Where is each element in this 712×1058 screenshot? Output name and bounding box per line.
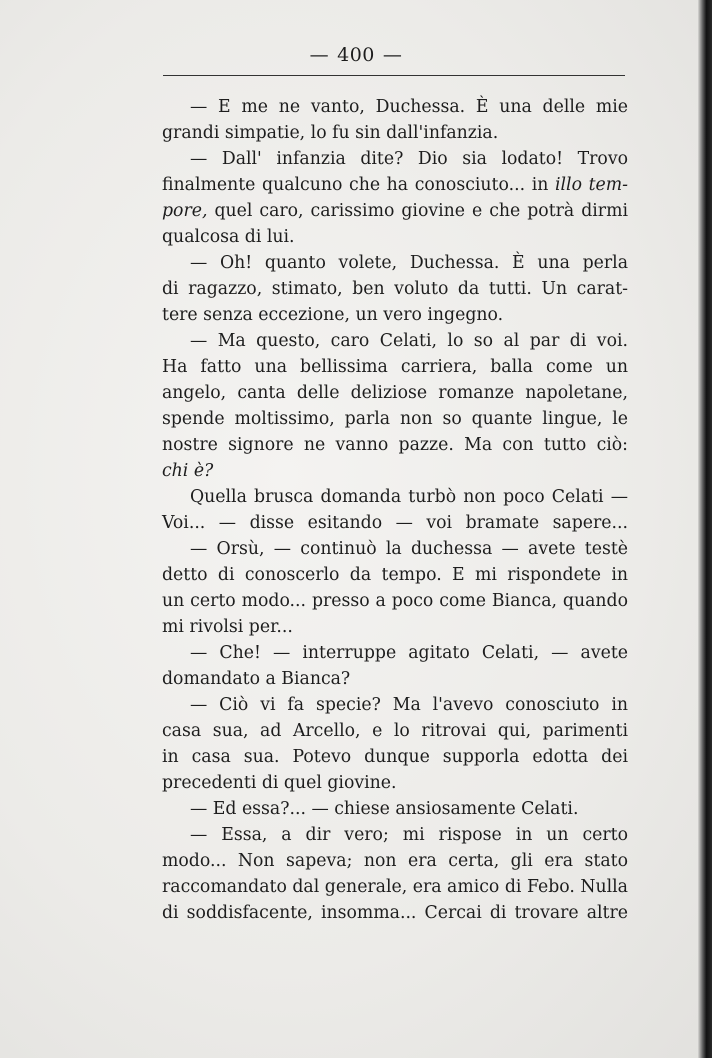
text-line: domandato a Bianca? (162, 669, 351, 689)
text-line: — E me ne vanto, Duchessa. È una delle mie (190, 97, 628, 117)
text-line: casa sua, ad Arcello, e lo ritrovai qui, parimenti (162, 721, 628, 741)
text-fragment: quel caro, carissimo giovine e che potrà dirmi (214, 201, 628, 221)
text-line: Ha fatto una bellissima carriera, balla come un (162, 357, 628, 377)
text-line: Voi... — disse esitando — voi bramate sapere... (162, 513, 628, 533)
text-line: — Essa, a dir vero; mi rispose in un certo (190, 825, 628, 845)
text-line: — Che! — interruppe agitato Celati, — avete (190, 643, 628, 663)
header-dash-right: — (382, 44, 403, 66)
text-line: Quella brusca domanda turbò non poco Celati — (190, 487, 628, 507)
text-line: modo... Non sapeva; non era certa, gli era stato (162, 851, 628, 871)
text-line: mi rivolsi per... (162, 617, 293, 637)
text-line: in casa sua. Potevo dunque supporla edotta dei (162, 747, 628, 767)
italic-fragment: illo tem- (554, 175, 628, 195)
text-line: — Ed essa?... — chiese ansiosamente Celati. (190, 799, 579, 819)
text-line: qualcosa di lui. (162, 227, 295, 247)
text-line: di ragazzo, stimato, ben voluto da tutti. Un carat- (162, 279, 628, 299)
body-text (162, 94, 628, 926)
text-line: — Ciò vi fa specie? Ma l'avevo conosciuto in (190, 695, 628, 715)
text-line: — Oh! quanto volete, Duchessa. È una perla (190, 253, 628, 273)
text-line: di soddisfacente, insomma... Cercai di trovare altre (162, 903, 628, 923)
text-line: detto di conoscerlo da tempo. E mi rispondete in (162, 565, 628, 585)
text-line (162, 172, 628, 198)
text-line (162, 198, 628, 224)
text-line (162, 458, 628, 484)
text-fragment: finalmente qualcuno che ha conosciuto... in (162, 175, 549, 195)
text-line: nostre signore ne vanno pazze. Ma con tutto ciò: (162, 435, 628, 455)
text-line: — Dall' infanzia dite? Dio sia lodato! Trovo (190, 149, 628, 169)
text-line: spende moltissimo, parla non so quante lingue, le (162, 409, 628, 429)
text-line: raccomandato dal generale, era amico di Febo. Nulla (162, 877, 628, 897)
header-rule (163, 75, 625, 76)
italic-fragment: pore, (162, 201, 208, 221)
text-line: — Ma questo, caro Celati, lo so al par di voi. (190, 331, 628, 351)
page-number: 400 (337, 44, 375, 66)
page-binding-edge (698, 0, 712, 1058)
text-line: grandi simpatie, lo fu sin dall'infanzia. (162, 123, 499, 143)
page-header (0, 44, 712, 66)
italic-fragment: chi è? (162, 461, 214, 481)
text-line: precedenti di quel giovine. (162, 773, 397, 793)
text-line: angelo, canta delle deliziose romanze napoletane, (162, 383, 628, 403)
text-line: — Orsù, — continuò la duchessa — avete testè (190, 539, 628, 559)
text-line: tere senza eccezione, un vero ingegno. (162, 305, 504, 325)
header-dash-left: — (309, 44, 330, 66)
text-line: un certo modo... presso a poco come Bianca, quando (162, 591, 628, 611)
